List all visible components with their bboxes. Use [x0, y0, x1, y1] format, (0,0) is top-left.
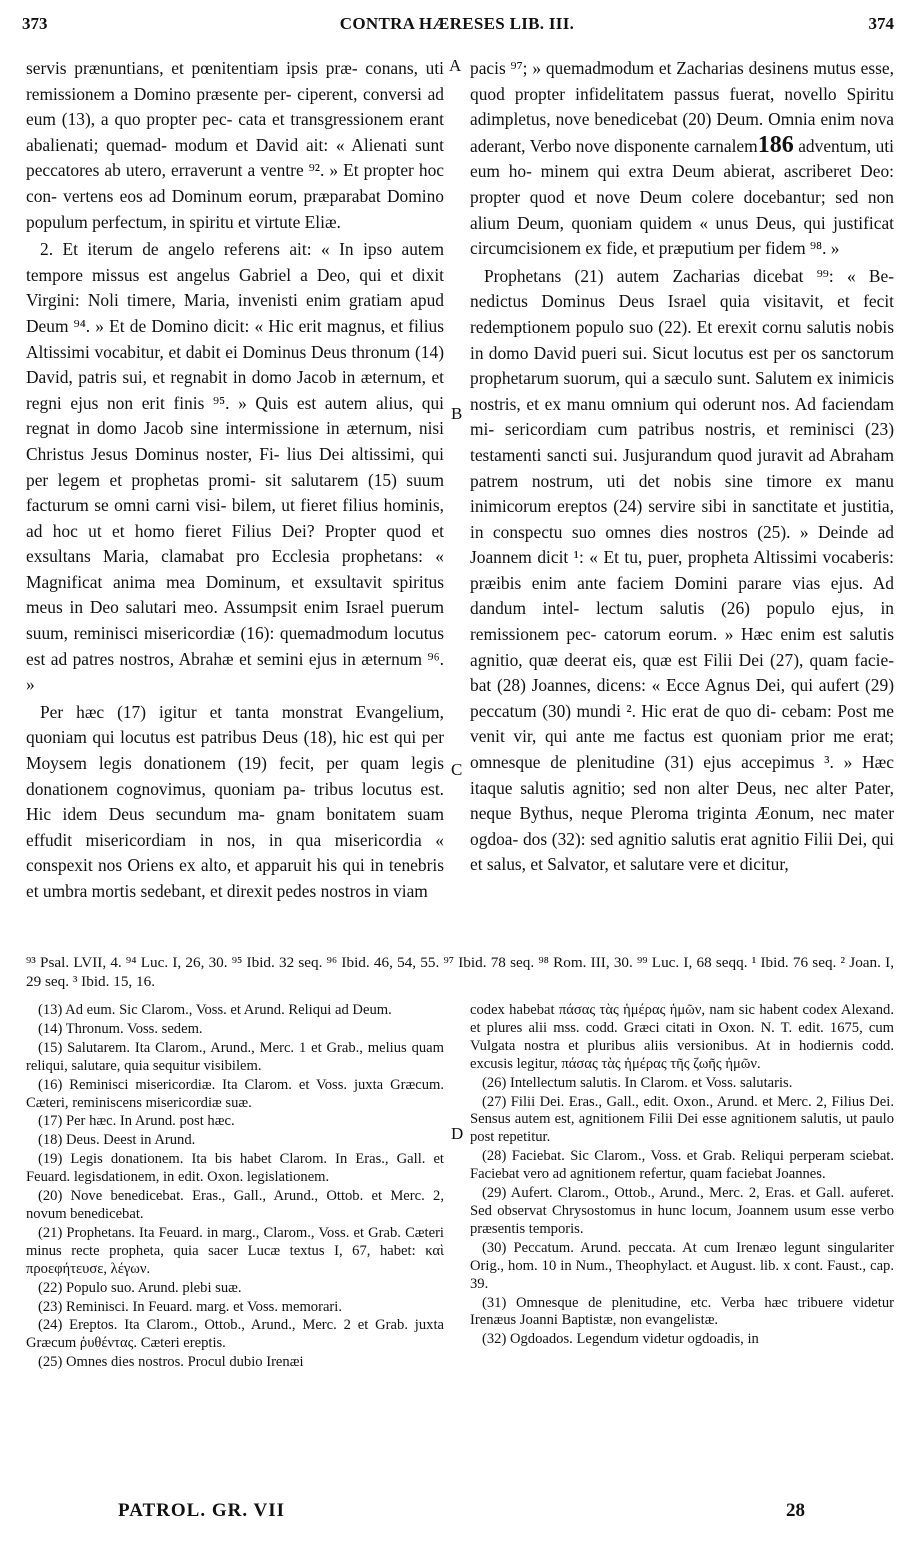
note: (21) Prophetans. Ita Feuard. in marg., Clarom., Voss. et Grab. Cæteri minus recte propheta, quia sacer Lucæ textus I, 67, habet: καὶ προεφήτευσε, λέγων.: [26, 1224, 444, 1277]
note: (18) Deus. Deest in Arund.: [38, 1132, 196, 1149]
page-number-left: 373: [22, 14, 48, 33]
note: (32) Ogdoados. Legendum videtur ogdoadis, in: [482, 1331, 759, 1348]
note: (30) Peccatum. Arund. peccata. At cum Irenæo legunt singulariter Orig., hom. 10 in Num., Theophylact. et August. lib. x cont. Faust., cap. 39.: [470, 1239, 894, 1292]
right-text-column: [470, 56, 894, 878]
paragraph: servis prænuntians, et pœnitentiam ipsis præ- conans, uti remissionem a Domino præsente per- ciperent, conversi ad eum (13), a quo propter pec- cata et transgressionem erant abalienati; quemad- modum et David ait: « Alienati sunt peccatores ab utero, erraverunt a ventre ⁹². » Et propter hoc con- vertens eos ad Dominum eorum, præparabat Domino populum perfectum, in spiritu et virtute Eliæ.: [26, 58, 444, 232]
margin-letter-d: D: [451, 1124, 464, 1143]
margin-letter-c: C: [451, 760, 463, 779]
note: (25) Omnes dies nostros. Procul dubio Irenæi: [38, 1354, 304, 1371]
note: (27) Filii Dei. Eras., Gall., edit. Oxon., Arund. et Merc. 2, Filius Dei. Sensus autem est, agnitionem Filii Dei esse agnitionem salutis, ut paulo post repetitur.: [470, 1093, 894, 1146]
note: (20) Nove benedicebat. Eras., Gall., Arund., Ottob. et Merc. 2, novum benedicebat.: [26, 1188, 444, 1222]
paragraph: [470, 56, 894, 262]
paragraph: 2. Et iterum de angelo referens ait: « In ipso autem tempore missus est angelus Gabriel a Deo, qui et dixit Virgini: Noli timere, Maria, invenisti enim gratiam apud Deum ⁹⁴. » Et de Domino dicit: « Hic erit magnus, et filius Altissimi vocabitur, et dabit ei Dominus Deus thronum (14) David, patris sui, et regnabit in domo Jacob in æternum, et regni ejus non erit finis ⁹⁵. » Quis est autem alius, qui regnat in domo Jacob sine intermissione in æternum, nisi Christus Jesus Dominus noster, Fi- lius Dei altissimi, qui per legem et prophetas promi- sit salutarem (15) suum facturum se omni carni visi- bilem, ut fieret filius hominis, ad hoc ut et homo fieret Filius Dei? Propter quod et exsultans Maria, clamabat pro Ecclesia prophetans: « Magnificat anima mea Dominum, et exsultavit spiritus meus in Deo salutari meo. Assumpsit enim Israel puerum suum, reminisci misericordiæ (16): quemadmodum locutus est ad patres nostros, Abrahæ et semini ejus in æternum ⁹⁶. »: [26, 239, 444, 695]
page-header: [0, 8, 914, 38]
note: (28) Faciebat. Sic Clarom., Voss. et Grab. Reliqui perperam sciebat. Faciebat vero ad agnitionem refertur, quam faciebat Joannes.: [470, 1148, 894, 1183]
scripture-reference-line: ⁹³ Psal. LVII, 4. ⁹⁴ Luc. I, 26, 30. ⁹⁵ Ibid. 32 seq. ⁹⁶ Ibid. 46, 54, 55. ⁹⁷ Ibid. 78 seq. ⁹⁸ Rom. III, 30. ⁹⁹ Luc. I, 68 seqq. ¹ Ibid. 76 seq. ² Joan. I, 29 seq. ³ Ibid. 15, 16.: [26, 954, 894, 990]
running-title: CONTRA HÆRESES LIB. III.: [339, 14, 575, 33]
left-text-column: [26, 56, 444, 905]
column-number: 186: [757, 131, 794, 158]
note: (14) Thronum. Voss. sedem.: [38, 1020, 203, 1037]
notes-right-column: [470, 1002, 894, 1350]
paragraph-text: adventum, uti eum ho- minem qui extra Deum abierat, ascriberet Deo: propter quod et nove Deum colere docebantur; sed non alium Deum, quoniam quidem « unus Deus, qui justificat circumcisionem ex fide, et præputium per fidem ⁹⁸. »: [470, 135, 895, 259]
margin-letter-b: B: [451, 404, 463, 423]
note: (26) Intellectum salutis. In Clarom. et Voss. salutaris.: [482, 1074, 793, 1091]
note: (22) Populo suo. Arund. plebi suæ.: [38, 1279, 242, 1296]
note: (19) Legis donationem. Ita bis habet Clarom. In Eras., Gall. et Feuard. legisdationem, in edit. Oxon. legislationem.: [26, 1151, 444, 1186]
footer-signature: 28: [786, 1500, 805, 1521]
note: (24) Ereptos. Ita Clarom., Ottob., Arund., Merc. 2 et Grab. juxta Græcum ῥυθέντας. Cæteri ereptis.: [26, 1317, 444, 1352]
note: (23) Reminisci. In Feuard. marg. et Voss. memorari.: [38, 1298, 342, 1315]
page-number-right: 374: [868, 14, 894, 33]
note: (13) Ad eum. Sic Clarom., Voss. et Arund. Reliqui ad Deum.: [38, 1002, 392, 1018]
note: (29) Aufert. Clarom., Ottob., Arund., Merc. 2, Eras. et Gall. auferet. Sed observat Chrysostomus in hunc locum, Joannem usum esse verbo præsentis temporis.: [470, 1185, 894, 1237]
margin-letter-a: A: [449, 56, 462, 75]
note: (15) Salutarem. Ita Clarom., Arund., Merc. 1 et Grab., melius quam reliqui, salutare, quia sequitur visibilem.: [26, 1039, 444, 1074]
paragraph-text: pacis ⁹⁷; » quemadmodum et Zacharias desinens mutus esse, quod propter infidelitatem passus fuerat, novello Spiritu adimpletus, nove benedicebat (20) Deum. Omnia enim nova aderant, Verbo nove disponente carnalem: [470, 58, 894, 156]
note: (17) Per hæc. In Arund. post hæc.: [38, 1113, 235, 1130]
paragraph: Prophetans (21) autem Zacharias dicebat ⁹⁹: « Be- nedictus Dominus Deus Israel quia visitavit, et fecit redemptionem populo suo (22). Et erexit cornu salutis nobis in domo David pueri sui. Sicut locutus est per os sanctorum prophetarum suorum, qui a sæculo sunt. Salutem ex inimicis nostris, et ex manu omnium qui oderunt nos. Ad faciendam mi- sericordiam cum patribus nostris, et reminisci (23) testamenti sancti sui. Jusjurandum quod juravit ad Abraham patrem nostrum, uti det nobis sine timore ex manu inimicorum ereptos (24) servire sibi in sanctitate et justitia, in conspectu suo omnes dies nostros (25). » Deinde ad Joannem dicit ¹: « Et tu, puer, propheta Altissimi vocaberis: præibis enim ante faciem Domini parare vias ejus. Ad dandum intel- lectum salutis (26) populo ejus, in remissionem pec- catorum eorum. » Hæc enim est salutis agnitio, quæ deerat eis, quæ est Filii Dei (27), quam facie- bat (28) Joannes, dicens: « Ecce Agnus Dei, qui aufert (29) peccatum (30) mundi ². Hic erat de quo di- cebam: Post me venit vir, qui ante me factus est quoniam prior me erat; omnesque de plenitudine (31) ejus accepimus ³. » Hæc itaque salutis agnitio; sed non alter Deus, nec alter Pater, neque Bythus, neque Pleroma triginta Æonum, nec mater ogdoa- dos (32): sed agnitio salutis erat agnitio Filii Dei, qui et salus, et Salvator, et salutare vere et dicitur,: [470, 265, 894, 875]
paragraph: Per hæc (17) igitur et tanta monstrat Evangelium, quoniam qui locutus est patribus Deus (18), hic est qui per Moysem legis donationem (19) fecit, per quam legis donationem cognovimus, quoniam pa- tribus locutus est. Hic idem Deus secundum ma- gnam bonitatem suam effudit misericordiam in nos, in qua misericordia « conspexit nos Oriens ex alto, et apparuit his qui in tenebris et umbra mortis sedebant, et direxit pedes nostros in viam: [26, 701, 444, 901]
footer-volume: PATROL. GR. VII: [118, 1500, 286, 1521]
notes-left-column: [26, 1002, 444, 1373]
note: (31) Omnesque de plenitudine, etc. Verba hæc tribuere videtur Irenæus Joanni Baptistæ, non evangelistæ.: [470, 1294, 894, 1329]
note: codex habebat πάσας τὰς ἡμέρας ἡμῶν, nam sic habent codex Alexand. et plures alii mss. codd. Græci citati in Oxon. N. T. edit. 1675, cum Vulgata nostra et pluribus aliis versionibus. At in hodiernis codd. excusis legitur, πάσας τὰς ἡμέρας τῆς ζωῆς ἡμῶν.: [470, 1002, 894, 1072]
scripture-references: [26, 953, 894, 991]
note: (16) Reminisci misericordiæ. Ita Clarom. et Voss. juxta Græcum. Cæteri, reminiscens misericordiæ suæ.: [26, 1076, 444, 1111]
